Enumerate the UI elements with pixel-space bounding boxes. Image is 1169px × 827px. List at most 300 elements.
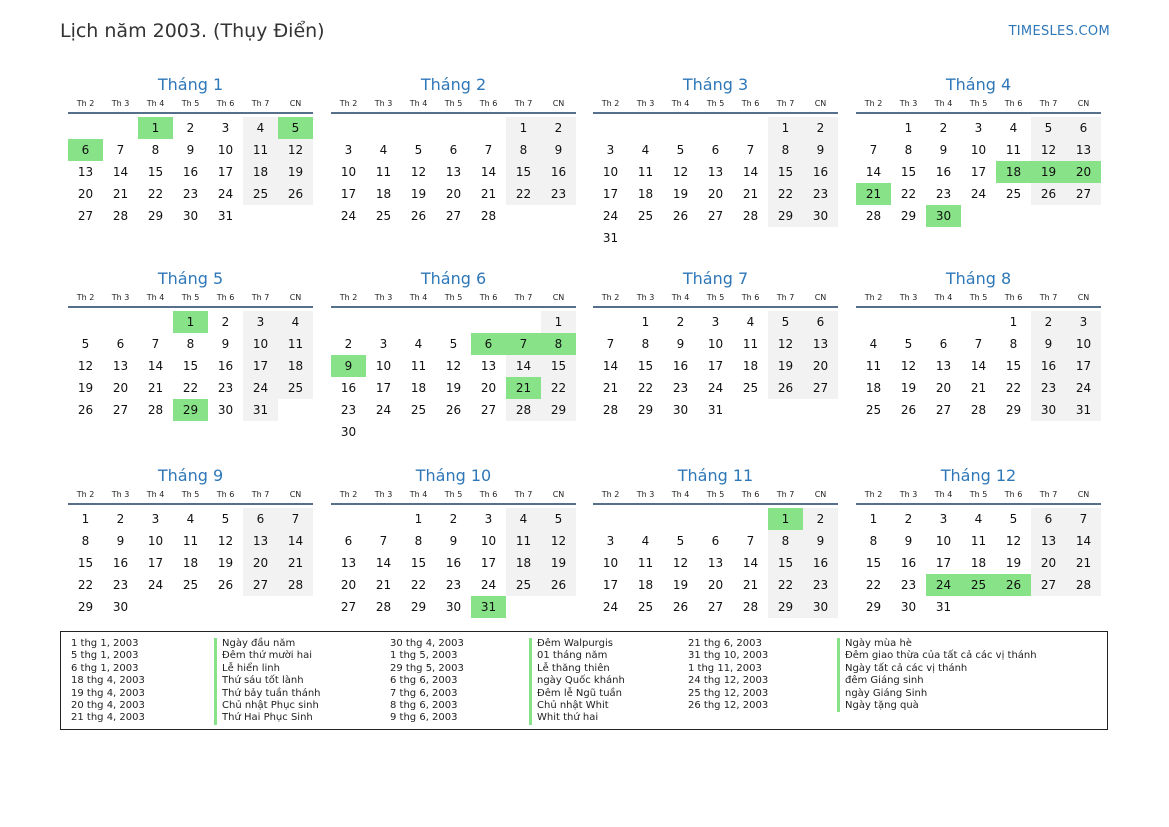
day-cell: 25 (1005, 187, 1022, 201)
day-cell: 20 (935, 381, 952, 395)
day-cell: 28 (278, 574, 313, 596)
weekday-label: Th 7 (776, 99, 795, 108)
day-cell: 17 (375, 381, 392, 395)
day-cell: 1 (138, 117, 173, 139)
day-cell: 24 (602, 600, 619, 614)
day-cell: 30 (217, 403, 234, 417)
legend-holiday-name: Ngày mùa hè (837, 638, 1037, 650)
day-cell: 3 (711, 315, 720, 329)
legend-names-column (214, 638, 321, 725)
weekday-label: Th 7 (1039, 293, 1058, 302)
day-cell: 15 (768, 161, 803, 183)
day-cell: 2 (939, 121, 948, 135)
weekday-label: Th 7 (514, 99, 533, 108)
day-cell: 6 (803, 311, 838, 333)
empty-cell (331, 311, 366, 333)
day-cell: 11 (243, 139, 278, 161)
day-cell: 3 (606, 534, 615, 548)
weekday-label: Th 2 (601, 99, 620, 108)
weekday-label: Th 2 (864, 490, 883, 499)
day-cell: 20 (243, 552, 278, 574)
day-cell: 9 (803, 530, 838, 552)
day-cell: 31 (243, 399, 278, 421)
day-cell: 12 (900, 359, 917, 373)
empty-cell (471, 117, 506, 139)
day-cell: 6 (344, 534, 353, 548)
weekday-label: Th 3 (899, 293, 918, 302)
day-cell: 20 (112, 381, 129, 395)
day-cell: 15 (182, 359, 199, 373)
day-cell: 19 (445, 381, 462, 395)
month-name: Tháng 3 (682, 75, 749, 94)
day-cell: 23 (112, 578, 129, 592)
day-cell: 15 (865, 556, 882, 570)
day-cell: 17 (217, 165, 234, 179)
day-cell: 29 (173, 399, 208, 421)
empty-cell (733, 117, 768, 139)
day-cell: 5 (278, 117, 313, 139)
day-grid (331, 117, 576, 227)
legend-holiday-name: Lễ thăng thiên (529, 663, 625, 675)
day-cell: 9 (116, 534, 125, 548)
weekday-label: Th 6 (741, 490, 760, 499)
day-cell: 14 (742, 556, 759, 570)
day-cell: 30 (445, 600, 462, 614)
day-cell: 10 (707, 337, 724, 351)
empty-cell (733, 508, 768, 530)
empty-cell (401, 117, 436, 139)
day-cell: 26 (445, 403, 462, 417)
weekday-label: Th 4 (934, 99, 953, 108)
day-cell: 18 (410, 381, 427, 395)
day-cell: 28 (375, 600, 392, 614)
weekday-label: Th 2 (339, 99, 358, 108)
day-cell: 6 (449, 143, 458, 157)
day-cell: 21 (970, 381, 987, 395)
legend-date: 1 thg 5, 2003 (390, 650, 458, 662)
day-cell: 15 (541, 355, 576, 377)
day-cell: 17 (707, 359, 724, 373)
day-cell: 16 (672, 359, 689, 373)
day-cell: 20 (445, 187, 462, 201)
day-cell: 22 (637, 381, 654, 395)
day-cell: 23 (182, 187, 199, 201)
day-cell: 23 (217, 381, 234, 395)
day-cell: 26 (541, 574, 576, 596)
day-cell: 24 (375, 403, 392, 417)
day-cell: 13 (340, 556, 357, 570)
day-cell: 3 (484, 512, 493, 526)
day-cell: 30 (340, 425, 357, 439)
legend-date: 21 thg 4, 2003 (71, 712, 145, 724)
weekday-label: Th 4 (671, 490, 690, 499)
weekday-label: Th 6 (479, 293, 498, 302)
legend-names-column (529, 638, 625, 725)
day-cell: 2 (541, 117, 576, 139)
day-cell: 13 (803, 333, 838, 355)
weekday-header (593, 489, 838, 505)
legend-holiday-name: Đêm Walpurgis (529, 638, 625, 650)
day-cell: 8 (904, 143, 913, 157)
day-cell: 30 (900, 600, 917, 614)
empty-cell (331, 508, 366, 530)
day-cell: 6 (711, 534, 720, 548)
weekday-label: Th 6 (479, 99, 498, 108)
day-cell: 20 (1031, 552, 1066, 574)
day-cell: 2 (221, 315, 230, 329)
weekday-label: Th 3 (111, 99, 130, 108)
legend-date: 6 thg 6, 2003 (390, 675, 458, 687)
day-cell: 4 (974, 512, 983, 526)
day-cell: 2 (186, 121, 195, 135)
day-cell: 2 (676, 315, 685, 329)
day-cell: 7 (746, 143, 755, 157)
day-cell: 31 (471, 596, 506, 618)
day-cell: 24 (217, 187, 234, 201)
weekday-label: Th 5 (706, 490, 725, 499)
day-cell: 18 (375, 187, 392, 201)
day-cell: 16 (340, 381, 357, 395)
day-cell: 25 (961, 574, 996, 596)
day-cell: 28 (742, 600, 759, 614)
legend-date: 8 thg 6, 2003 (390, 700, 458, 712)
day-cell: 12 (217, 534, 234, 548)
day-cell: 25 (865, 403, 882, 417)
day-cell: 11 (375, 165, 392, 179)
day-cell: 23 (935, 187, 952, 201)
month-name: Tháng 2 (420, 75, 487, 94)
day-cell: 25 (506, 574, 541, 596)
legend-holiday-name: ngày Giáng Sinh (837, 688, 1037, 700)
day-cell: 30 (926, 205, 961, 227)
day-cell: 21 (856, 183, 891, 205)
day-cell: 5 (676, 143, 685, 157)
day-cell: 24 (970, 187, 987, 201)
empty-cell (856, 311, 891, 333)
day-cell: 4 (641, 534, 650, 548)
day-cell: 25 (637, 600, 654, 614)
month-1 (68, 74, 313, 227)
day-cell: 14 (112, 165, 129, 179)
legend-date: 20 thg 4, 2003 (71, 700, 145, 712)
day-cell: 10 (480, 534, 497, 548)
weekday-header (856, 489, 1101, 505)
day-cell: 25 (182, 578, 199, 592)
weekday-label: CN (552, 99, 565, 108)
weekday-label: Th 7 (1039, 99, 1058, 108)
day-cell: 7 (151, 337, 160, 351)
day-cell: 13 (445, 165, 462, 179)
day-cell: 3 (379, 337, 388, 351)
day-grid (331, 508, 576, 618)
day-cell: 15 (77, 556, 94, 570)
day-cell: 20 (1066, 161, 1101, 183)
day-cell: 16 (1031, 355, 1066, 377)
day-cell: 22 (182, 381, 199, 395)
day-cell: 24 (340, 209, 357, 223)
weekday-label: Th 5 (181, 293, 200, 302)
day-cell: 16 (900, 556, 917, 570)
day-cell: 23 (803, 574, 838, 596)
day-cell: 9 (186, 143, 195, 157)
day-cell: 10 (970, 143, 987, 157)
weekday-header (68, 489, 313, 505)
day-cell: 14 (1066, 530, 1101, 552)
day-cell: 8 (186, 337, 195, 351)
day-cell: 30 (803, 205, 838, 227)
weekday-label: Th 6 (479, 490, 498, 499)
day-cell: 27 (77, 209, 94, 223)
weekday-label: Th 3 (374, 490, 393, 499)
day-cell: 5 (221, 512, 230, 526)
day-cell: 24 (147, 578, 164, 592)
day-cell: 18 (742, 359, 759, 373)
day-cell: 26 (217, 578, 234, 592)
day-cell: 1 (768, 117, 803, 139)
day-cell: 7 (606, 337, 615, 351)
day-cell: 13 (707, 556, 724, 570)
weekday-label: Th 4 (409, 490, 428, 499)
weekday-label: Th 2 (601, 490, 620, 499)
legend-holiday-name: Thứ Hai Phục Sinh (214, 712, 321, 724)
day-grid (856, 311, 1101, 421)
day-cell: 7 (506, 333, 541, 355)
legend-date: 31 thg 10, 2003 (688, 650, 769, 662)
day-cell: 5 (414, 143, 423, 157)
day-cell: 31 (935, 600, 952, 614)
day-cell: 27 (803, 377, 838, 399)
day-cell: 21 (742, 187, 759, 201)
day-cell: 18 (182, 556, 199, 570)
day-cell: 3 (606, 143, 615, 157)
day-cell: 16 (935, 165, 952, 179)
empty-cell (593, 311, 628, 333)
day-cell: 9 (904, 534, 913, 548)
legend-holiday-name: ngày Quốc khánh (529, 675, 625, 687)
day-cell: 11 (970, 534, 987, 548)
empty-cell (436, 311, 471, 333)
day-cell: 1 (173, 311, 208, 333)
legend-holiday-name: Đêm giao thừa của tất cả các vị thánh (837, 650, 1037, 662)
day-cell: 23 (1031, 377, 1066, 399)
empty-cell (663, 117, 698, 139)
day-cell: 9 (221, 337, 230, 351)
empty-cell (103, 117, 138, 139)
day-cell: 1 (768, 508, 803, 530)
day-cell: 9 (1031, 333, 1066, 355)
weekday-label: Th 6 (741, 99, 760, 108)
legend-holiday-name: Chủ nhật Whit (529, 700, 625, 712)
day-cell: 13 (112, 359, 129, 373)
day-cell: 9 (541, 139, 576, 161)
day-cell: 10 (935, 534, 952, 548)
day-cell: 14 (278, 530, 313, 552)
weekday-label: Th 3 (636, 490, 655, 499)
day-cell: 7 (116, 143, 125, 157)
empty-cell (68, 117, 103, 139)
month-6 (331, 268, 576, 443)
day-cell: 16 (445, 556, 462, 570)
day-cell: 26 (278, 183, 313, 205)
day-cell: 27 (445, 209, 462, 223)
day-cell: 11 (1005, 143, 1022, 157)
empty-cell (628, 117, 663, 139)
legend-date: 7 thg 6, 2003 (390, 687, 458, 699)
day-cell: 18 (243, 161, 278, 183)
day-cell: 6 (711, 143, 720, 157)
day-cell: 25 (637, 209, 654, 223)
day-cell: 5 (676, 534, 685, 548)
day-cell: 17 (602, 578, 619, 592)
day-cell: 18 (637, 187, 654, 201)
day-cell: 8 (641, 337, 650, 351)
day-cell: 1 (641, 315, 650, 329)
empty-cell (663, 508, 698, 530)
day-cell: 26 (672, 600, 689, 614)
site-brand-link[interactable]: TIMESLES.COM (1008, 24, 1110, 39)
legend-date: 21 thg 6, 2003 (688, 638, 762, 649)
weekday-label: Th 5 (181, 99, 200, 108)
empty-cell (593, 117, 628, 139)
day-cell: 8 (768, 139, 803, 161)
weekday-label: Th 4 (934, 293, 953, 302)
day-cell: 17 (340, 187, 357, 201)
day-cell: 6 (243, 508, 278, 530)
day-cell: 11 (506, 530, 541, 552)
day-cell: 4 (414, 337, 423, 351)
day-cell: 24 (1066, 377, 1101, 399)
day-cell: 6 (939, 337, 948, 351)
legend-dates-column (688, 638, 768, 712)
day-cell: 29 (147, 209, 164, 223)
month-8 (856, 268, 1101, 421)
empty-cell (138, 311, 173, 333)
weekday-label: CN (814, 490, 827, 499)
day-cell: 12 (672, 165, 689, 179)
day-cell: 27 (707, 600, 724, 614)
day-cell: 18 (865, 381, 882, 395)
weekday-label: Th 3 (374, 293, 393, 302)
month-5 (68, 268, 313, 421)
month-7 (593, 268, 838, 421)
day-cell: 26 (410, 209, 427, 223)
day-grid (856, 508, 1101, 618)
empty-cell (856, 117, 891, 139)
weekday-label: Th 7 (251, 293, 270, 302)
day-cell: 27 (243, 574, 278, 596)
day-cell: 28 (147, 403, 164, 417)
day-cell: 23 (900, 578, 917, 592)
weekday-label: Th 3 (636, 293, 655, 302)
weekday-label: Th 7 (776, 293, 795, 302)
day-cell: 20 (480, 381, 497, 395)
day-cell: 5 (81, 337, 90, 351)
month-name: Tháng 7 (682, 269, 749, 288)
day-cell: 29 (768, 596, 803, 618)
day-cell: 11 (637, 165, 654, 179)
day-cell: 5 (541, 508, 576, 530)
day-cell: 19 (541, 552, 576, 574)
day-cell: 3 (1066, 311, 1101, 333)
day-cell: 9 (676, 337, 685, 351)
weekday-label: Th 5 (706, 99, 725, 108)
day-cell: 12 (410, 165, 427, 179)
day-cell: 23 (541, 183, 576, 205)
day-cell: 28 (742, 209, 759, 223)
day-cell: 22 (147, 187, 164, 201)
weekday-label: Th 7 (1039, 490, 1058, 499)
day-cell: 9 (331, 355, 366, 377)
day-cell: 12 (278, 139, 313, 161)
legend-date: 18 thg 4, 2003 (71, 675, 145, 687)
page-title: Lịch năm 2003. (Thụy Điển) (60, 20, 325, 42)
legend-holiday-name: Chủ nhật Phục sinh (214, 700, 321, 712)
day-cell: 15 (768, 552, 803, 574)
empty-cell (471, 311, 506, 333)
day-cell: 8 (869, 534, 878, 548)
day-cell: 2 (803, 508, 838, 530)
day-cell: 14 (602, 359, 619, 373)
legend-date: 30 thg 4, 2003 (390, 638, 464, 649)
legend-holiday-name: Thứ sáu tốt lành (214, 675, 321, 687)
day-cell: 6 (116, 337, 125, 351)
legend-date: 24 thg 12, 2003 (688, 675, 769, 687)
day-cell: 10 (1066, 333, 1101, 355)
weekday-label: CN (289, 293, 302, 302)
day-grid (593, 311, 838, 421)
day-cell: 29 (900, 209, 917, 223)
day-cell: 30 (803, 596, 838, 618)
month-9 (68, 465, 313, 618)
month-2 (331, 74, 576, 227)
day-cell: 15 (900, 165, 917, 179)
day-cell: 15 (637, 359, 654, 373)
day-cell: 7 (869, 143, 878, 157)
day-cell: 21 (278, 552, 313, 574)
empty-cell (401, 311, 436, 333)
legend-dates-column (71, 638, 145, 725)
day-cell: 3 (939, 512, 948, 526)
day-cell: 21 (112, 187, 129, 201)
day-cell: 7 (278, 508, 313, 530)
day-cell: 31 (602, 231, 619, 245)
day-cell: 3 (221, 121, 230, 135)
day-cell: 4 (869, 337, 878, 351)
empty-cell (366, 117, 401, 139)
day-cell: 4 (1009, 121, 1018, 135)
day-cell: 10 (217, 143, 234, 157)
day-cell: 17 (480, 556, 497, 570)
day-cell: 8 (414, 534, 423, 548)
month-name: Tháng 12 (940, 466, 1017, 485)
day-cell: 14 (865, 165, 882, 179)
weekday-label: Th 5 (181, 490, 200, 499)
day-cell: 8 (541, 333, 576, 355)
legend-holiday-name: Ngày đầu năm (214, 638, 321, 650)
day-cell: 4 (746, 315, 755, 329)
day-cell: 17 (243, 355, 278, 377)
day-cell: 7 (746, 534, 755, 548)
weekday-label: Th 4 (146, 293, 165, 302)
day-cell: 15 (147, 165, 164, 179)
day-cell: 4 (641, 143, 650, 157)
day-cell: 19 (672, 187, 689, 201)
legend-names-column (837, 638, 1037, 712)
day-cell: 20 (707, 187, 724, 201)
weekday-label: CN (552, 293, 565, 302)
empty-cell (103, 311, 138, 333)
day-cell: 30 (182, 209, 199, 223)
